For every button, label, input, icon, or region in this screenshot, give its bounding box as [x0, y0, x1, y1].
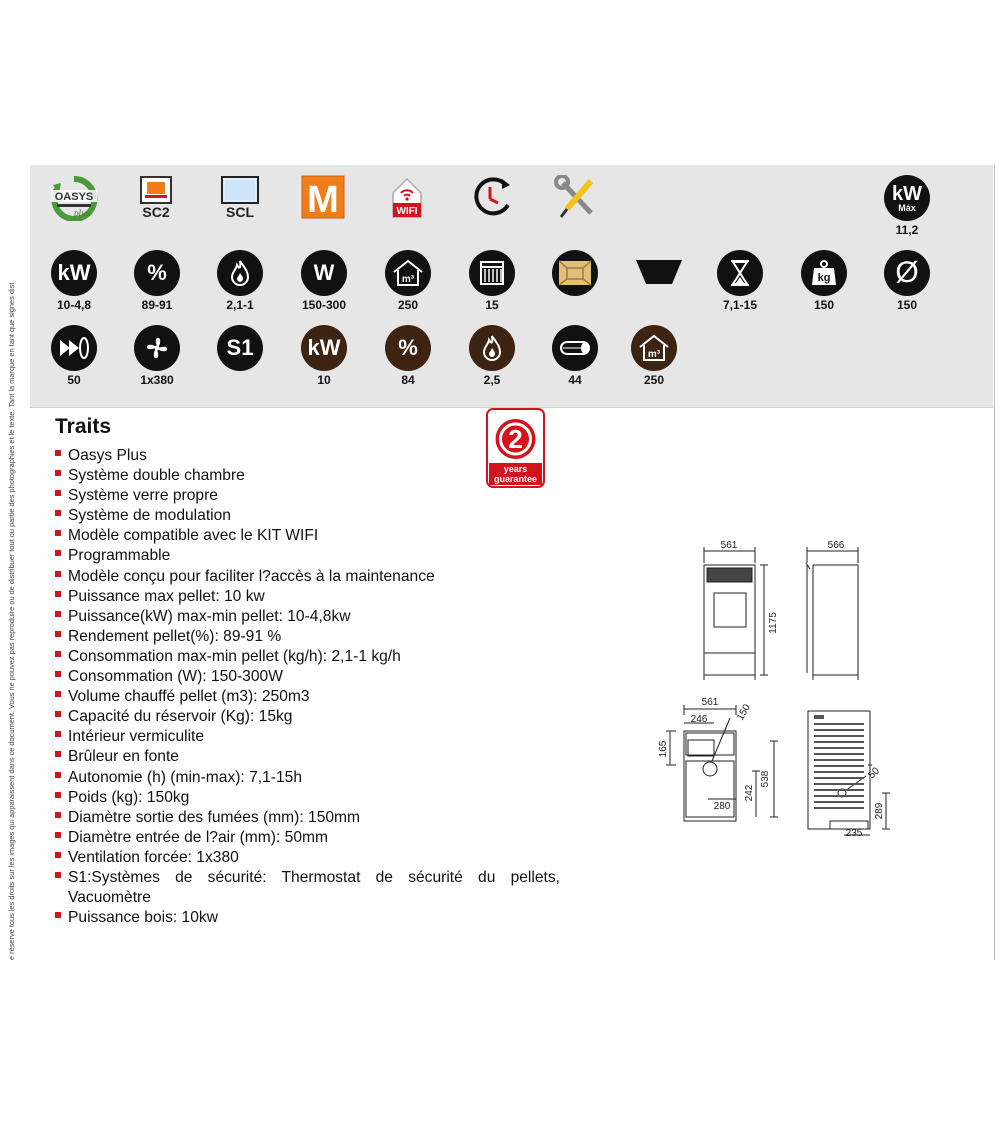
hourglass-icon: [717, 250, 763, 296]
list-item: Système double chambre: [55, 466, 560, 486]
spec-wood-power: kW 10: [282, 325, 366, 387]
tank-icon: [469, 250, 515, 296]
list-item: Capacité du réservoir (Kg): 15kg: [55, 707, 560, 727]
vermiculite-icon: [552, 250, 598, 296]
kw-max-value: 11,2: [895, 223, 919, 237]
list-item: Puissance(kW) max-min pellet: 10-4,8kw: [55, 607, 560, 627]
svg-text:kg: kg: [817, 272, 831, 284]
svg-text:50: 50: [866, 765, 882, 782]
traits-list: [55, 446, 560, 928]
list-item: Brûleur en fonte: [55, 747, 560, 767]
house-m3-wood-icon: [631, 325, 677, 371]
kw-max-spec: [865, 175, 949, 237]
list-item: Consommation max-min pellet (kg/h): 2,1-1 kg/h: [55, 647, 560, 667]
modulation-m-icon: [301, 175, 345, 219]
wifi-feature: [365, 175, 449, 221]
spec-tank-capacity: 15: [450, 250, 534, 312]
kw-wood-icon: kW: [301, 325, 347, 371]
list-item: Poids (kg): 150kg: [55, 788, 560, 808]
spec-wood-efficiency: % 84: [366, 325, 450, 387]
list-item: Système verre propre: [55, 486, 560, 506]
svg-text:M: M: [307, 179, 339, 219]
weight-icon: [801, 250, 847, 296]
air-inlet-icon: [51, 325, 97, 371]
spec-autonomy: 7,1-15: [698, 250, 782, 312]
copyright-side-text: e réserve tous les droits sur les images qui apparaissent dans ce document. Vous ne pouvez pas reproduire ou de distribuer tout ou partie des photographies et le texte. Tant la marque en tant que signes dist: [7, 282, 16, 960]
spec-cast-iron-burner: [617, 250, 701, 296]
fan-icon: [134, 325, 180, 371]
spec-wood-volume: m³ 250: [612, 325, 696, 387]
spec-efficiency: % 89-91: [115, 250, 199, 312]
svg-text:years: years: [503, 464, 528, 474]
list-item: Consommation (W): 150-300W: [55, 667, 560, 687]
technical-drawings: [640, 535, 910, 845]
oasys-plus-icon: [49, 175, 99, 221]
spec-air-inlet: 50: [32, 325, 116, 387]
spec-log-length: 44: [533, 325, 617, 387]
list-item: Oasys Plus: [55, 446, 560, 466]
list-item: Volume chauffé pellet (m3): 250m3: [55, 687, 560, 707]
percent-wood-icon: %: [385, 325, 431, 371]
flame-wood-icon: [469, 325, 515, 371]
svg-text:SCL: SCL: [226, 204, 254, 220]
svg-text:OASYS: OASYS: [54, 191, 94, 203]
watt-icon: W: [301, 250, 347, 296]
spec-weight: kg 150: [782, 250, 866, 312]
traits-heading: Traits: [55, 415, 112, 438]
modulation-feature: [281, 175, 365, 219]
spec-wood-consumption: 2,5: [450, 325, 534, 387]
clock-icon: [468, 175, 516, 221]
sc2-feature: [115, 175, 199, 221]
wifi-house-icon: [387, 175, 427, 221]
svg-text:guarantee: guarantee: [493, 474, 538, 484]
list-item: Modèle compatible avec le KIT WIFI: [55, 526, 560, 546]
clean-glass-icon: [218, 175, 262, 221]
svg-text:plus: plus: [73, 209, 91, 218]
list-item: Diamètre sortie des fumées (mm): 150mm: [55, 808, 560, 828]
svg-text:242: 242: [744, 784, 755, 802]
spec-ventilation: 1x380: [115, 325, 199, 387]
list-item: Modèle conçu pour faciliter l?accès à la maintenance: [55, 567, 560, 587]
svg-text:538: 538: [760, 770, 771, 788]
spec-safety-s1: [198, 325, 282, 387]
kw-icon: kW: [51, 250, 97, 296]
svg-text:2: 2: [508, 424, 523, 454]
kw-max-icon: kW Máx: [884, 175, 930, 221]
svg-text:246: 246: [690, 714, 708, 725]
maintenance-feature: [535, 175, 619, 221]
list-item: S1:Systèmes de sécurité: Thermostat de sécurité du pellets, Vacuomètre: [55, 868, 560, 908]
svg-text:SC2: SC2: [142, 204, 170, 220]
svg-text:561: 561: [701, 697, 719, 708]
flame-icon: [217, 250, 263, 296]
oasys-plus-logo: [32, 175, 116, 221]
svg-text:m³: m³: [647, 349, 661, 360]
spec-electric-consumption: W 150-300: [282, 250, 366, 312]
double-chamber-icon: [137, 175, 177, 221]
programmable-feature: [450, 175, 534, 221]
svg-text:1175: 1175: [768, 612, 779, 634]
svg-text:289: 289: [874, 802, 885, 820]
list-item: Intérieur vermiculite: [55, 727, 560, 747]
tools-icon: [553, 175, 601, 221]
spec-consumption: 2,1-1: [198, 250, 282, 312]
spec-vermiculite: [533, 250, 617, 312]
list-item: Puissance bois: 10kw: [55, 908, 560, 928]
page-border: [994, 165, 995, 960]
spec-flue-diameter: Ø 150: [865, 250, 949, 312]
list-item: Système de modulation: [55, 506, 560, 526]
burner-icon: [634, 250, 684, 296]
list-item: Autonomie (h) (min-max): 7,1-15h: [55, 768, 560, 788]
svg-text:WIFI: WIFI: [396, 206, 418, 217]
list-item: Diamètre entrée de l?air (mm): 50mm: [55, 828, 560, 848]
log-icon: [552, 325, 598, 371]
guarantee-badge: [486, 408, 545, 488]
svg-text:235: 235: [845, 828, 863, 839]
percent-icon: %: [134, 250, 180, 296]
scl-feature: [198, 175, 282, 221]
spec-heated-volume: m³ 250: [366, 250, 450, 312]
svg-text:165: 165: [658, 740, 669, 758]
list-item: Ventilation forcée: 1x380: [55, 848, 560, 868]
svg-text:m³: m³: [401, 274, 415, 285]
list-item: Puissance max pellet: 10 kw: [55, 587, 560, 607]
svg-text:150: 150: [735, 702, 753, 723]
svg-text:566: 566: [827, 540, 845, 551]
list-item: Programmable: [55, 546, 560, 566]
svg-text:280: 280: [713, 801, 731, 812]
spec-power-range: kW 10-4,8: [32, 250, 116, 312]
s1-icon: S1: [217, 325, 263, 371]
svg-text:561: 561: [720, 540, 738, 551]
diameter-icon: Ø: [884, 250, 930, 296]
house-m3-icon: [385, 250, 431, 296]
list-item: Rendement pellet(%): 89-91 %: [55, 627, 560, 647]
